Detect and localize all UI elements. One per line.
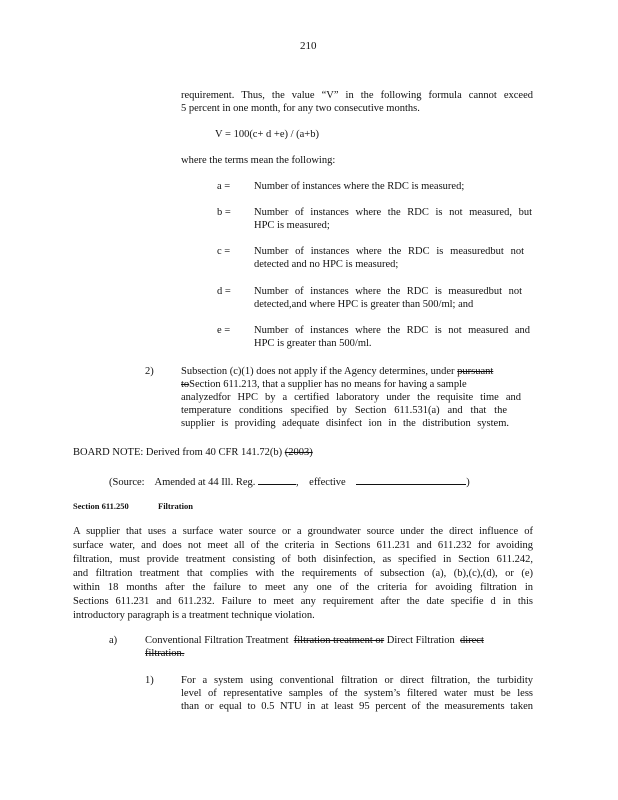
definition-text-cont: detected and no HPC is measured; bbox=[254, 259, 399, 270]
source-close: ) bbox=[466, 477, 470, 488]
intro-line-2: 5 percent in one month, for any two consecutive months. bbox=[181, 103, 420, 114]
struck-text: pursuant bbox=[457, 366, 494, 377]
paragraph-line-2: surface water, and does not meet all of the criteria in Sections 611.231 and 611.232 for avoiding bbox=[73, 540, 533, 551]
paragraph-line-1: A supplier that uses a surface water source or a groundwater source under the direct influence of bbox=[73, 526, 533, 537]
item-2-line-3: analyzedfor HPC by a certified laboratory under the requisite time and bbox=[181, 392, 521, 403]
definition-key: e = bbox=[217, 325, 231, 336]
paragraph-line-5: within 18 months after the failure to meet any one of the criteria for avoiding filtration in bbox=[73, 582, 533, 593]
definition-text: Number of instances where the RDC is measured; bbox=[254, 181, 465, 192]
subsection-a-text: Direct Filtration bbox=[386, 635, 455, 646]
source-line bbox=[109, 473, 470, 489]
definition-text: Number of instances where the RDC is not measured, but bbox=[254, 207, 532, 218]
item-2-text: Section 611.213, that a supplier has no means for having a sample bbox=[189, 379, 467, 390]
source-effective: effective bbox=[309, 477, 346, 488]
definition-text-cont: HPC is measured; bbox=[254, 220, 330, 231]
paragraph-line-6: Sections 611.231 and 611.232. Failure to meet any requirement after the date specifie d in this bbox=[73, 596, 533, 607]
subsection-a1-line-1: For a system using conventional filtration or direct filtration, the turbidity bbox=[181, 675, 533, 686]
item-2-line-1 bbox=[181, 365, 493, 378]
subsection-a1-line-2: level of representative samples of the system’s filtered water must be less bbox=[181, 688, 533, 699]
struck-text: filtration treatment or bbox=[293, 635, 385, 646]
section-title: Filtration bbox=[158, 501, 193, 511]
effective-date-blank bbox=[356, 473, 466, 485]
subsection-a1-number: 1) bbox=[145, 675, 154, 686]
subsection-a-line-2: filtration. bbox=[145, 648, 185, 659]
formula: V = 100(c+ d +e) / (a+b) bbox=[215, 129, 319, 140]
subsection-a-line-1 bbox=[145, 634, 484, 647]
definition-key: d = bbox=[217, 286, 231, 297]
intro-line-1: requirement. Thus, the value “V” in the following formula cannot exceed bbox=[181, 90, 533, 101]
definition-text: Number of instances where the RDC is not measured and bbox=[254, 325, 530, 336]
paragraph-line-4: and filtration treatment that complies with the requirements of subsection (a), (b),(c),(d), or (e) bbox=[73, 568, 533, 579]
page-number: 210 bbox=[300, 40, 317, 52]
struck-text: (2003) bbox=[284, 447, 313, 458]
definition-key: b = bbox=[217, 207, 231, 218]
board-note-text: BOARD NOTE: Derived from 40 CFR 141.72(b) bbox=[73, 447, 283, 458]
item-2-line-5: supplier is providing adequate disinfect ion in the distribution system. bbox=[181, 418, 509, 429]
item-2-text: Subsection (c)(1) does not apply if the Agency determines, under bbox=[181, 366, 455, 377]
subsection-a1-line-3: than or equal to 0.5 NTU in at least 95 percent of the measurements taken bbox=[181, 701, 533, 712]
item-2-line-2 bbox=[181, 378, 467, 391]
definition-key: c = bbox=[217, 246, 231, 257]
subsection-a-text: Conventional Filtration Treatment bbox=[145, 635, 289, 646]
paragraph-line-7: introductory paragraph is a treatment technique violation. bbox=[73, 610, 315, 621]
struck-text: to bbox=[181, 379, 190, 390]
definition-text-cont: HPC is greater than 500/ml. bbox=[254, 338, 372, 349]
definition-text: Number of instances where the RDC is measuredbut not bbox=[254, 286, 522, 297]
item-2-number: 2) bbox=[145, 366, 154, 377]
paragraph-line-3: filtration, must provide treatment consisting of both disinfection, as specified in Section 611.242, bbox=[73, 554, 533, 565]
reg-page-blank bbox=[258, 473, 296, 485]
struck-text: direct bbox=[459, 635, 484, 646]
section-number: Section 611.250 bbox=[73, 501, 129, 511]
item-2-line-4: temperature conditions specified by Section 611.531(a) and that the bbox=[181, 405, 507, 416]
definition-text: Number of instances where the RDC is measuredbut not bbox=[254, 246, 524, 257]
definition-text-cont: detected,and where HPC is greater than 500/ml; and bbox=[254, 299, 474, 310]
subsection-a-letter: a) bbox=[109, 635, 118, 646]
board-note bbox=[73, 446, 313, 459]
source-amended: Amended at 44 Ill. Reg. bbox=[154, 477, 256, 488]
source-comma: , bbox=[296, 477, 299, 488]
source-open: (Source: bbox=[109, 477, 145, 488]
where-text: where the terms mean the following: bbox=[181, 155, 336, 166]
definition-key: a = bbox=[217, 181, 231, 192]
